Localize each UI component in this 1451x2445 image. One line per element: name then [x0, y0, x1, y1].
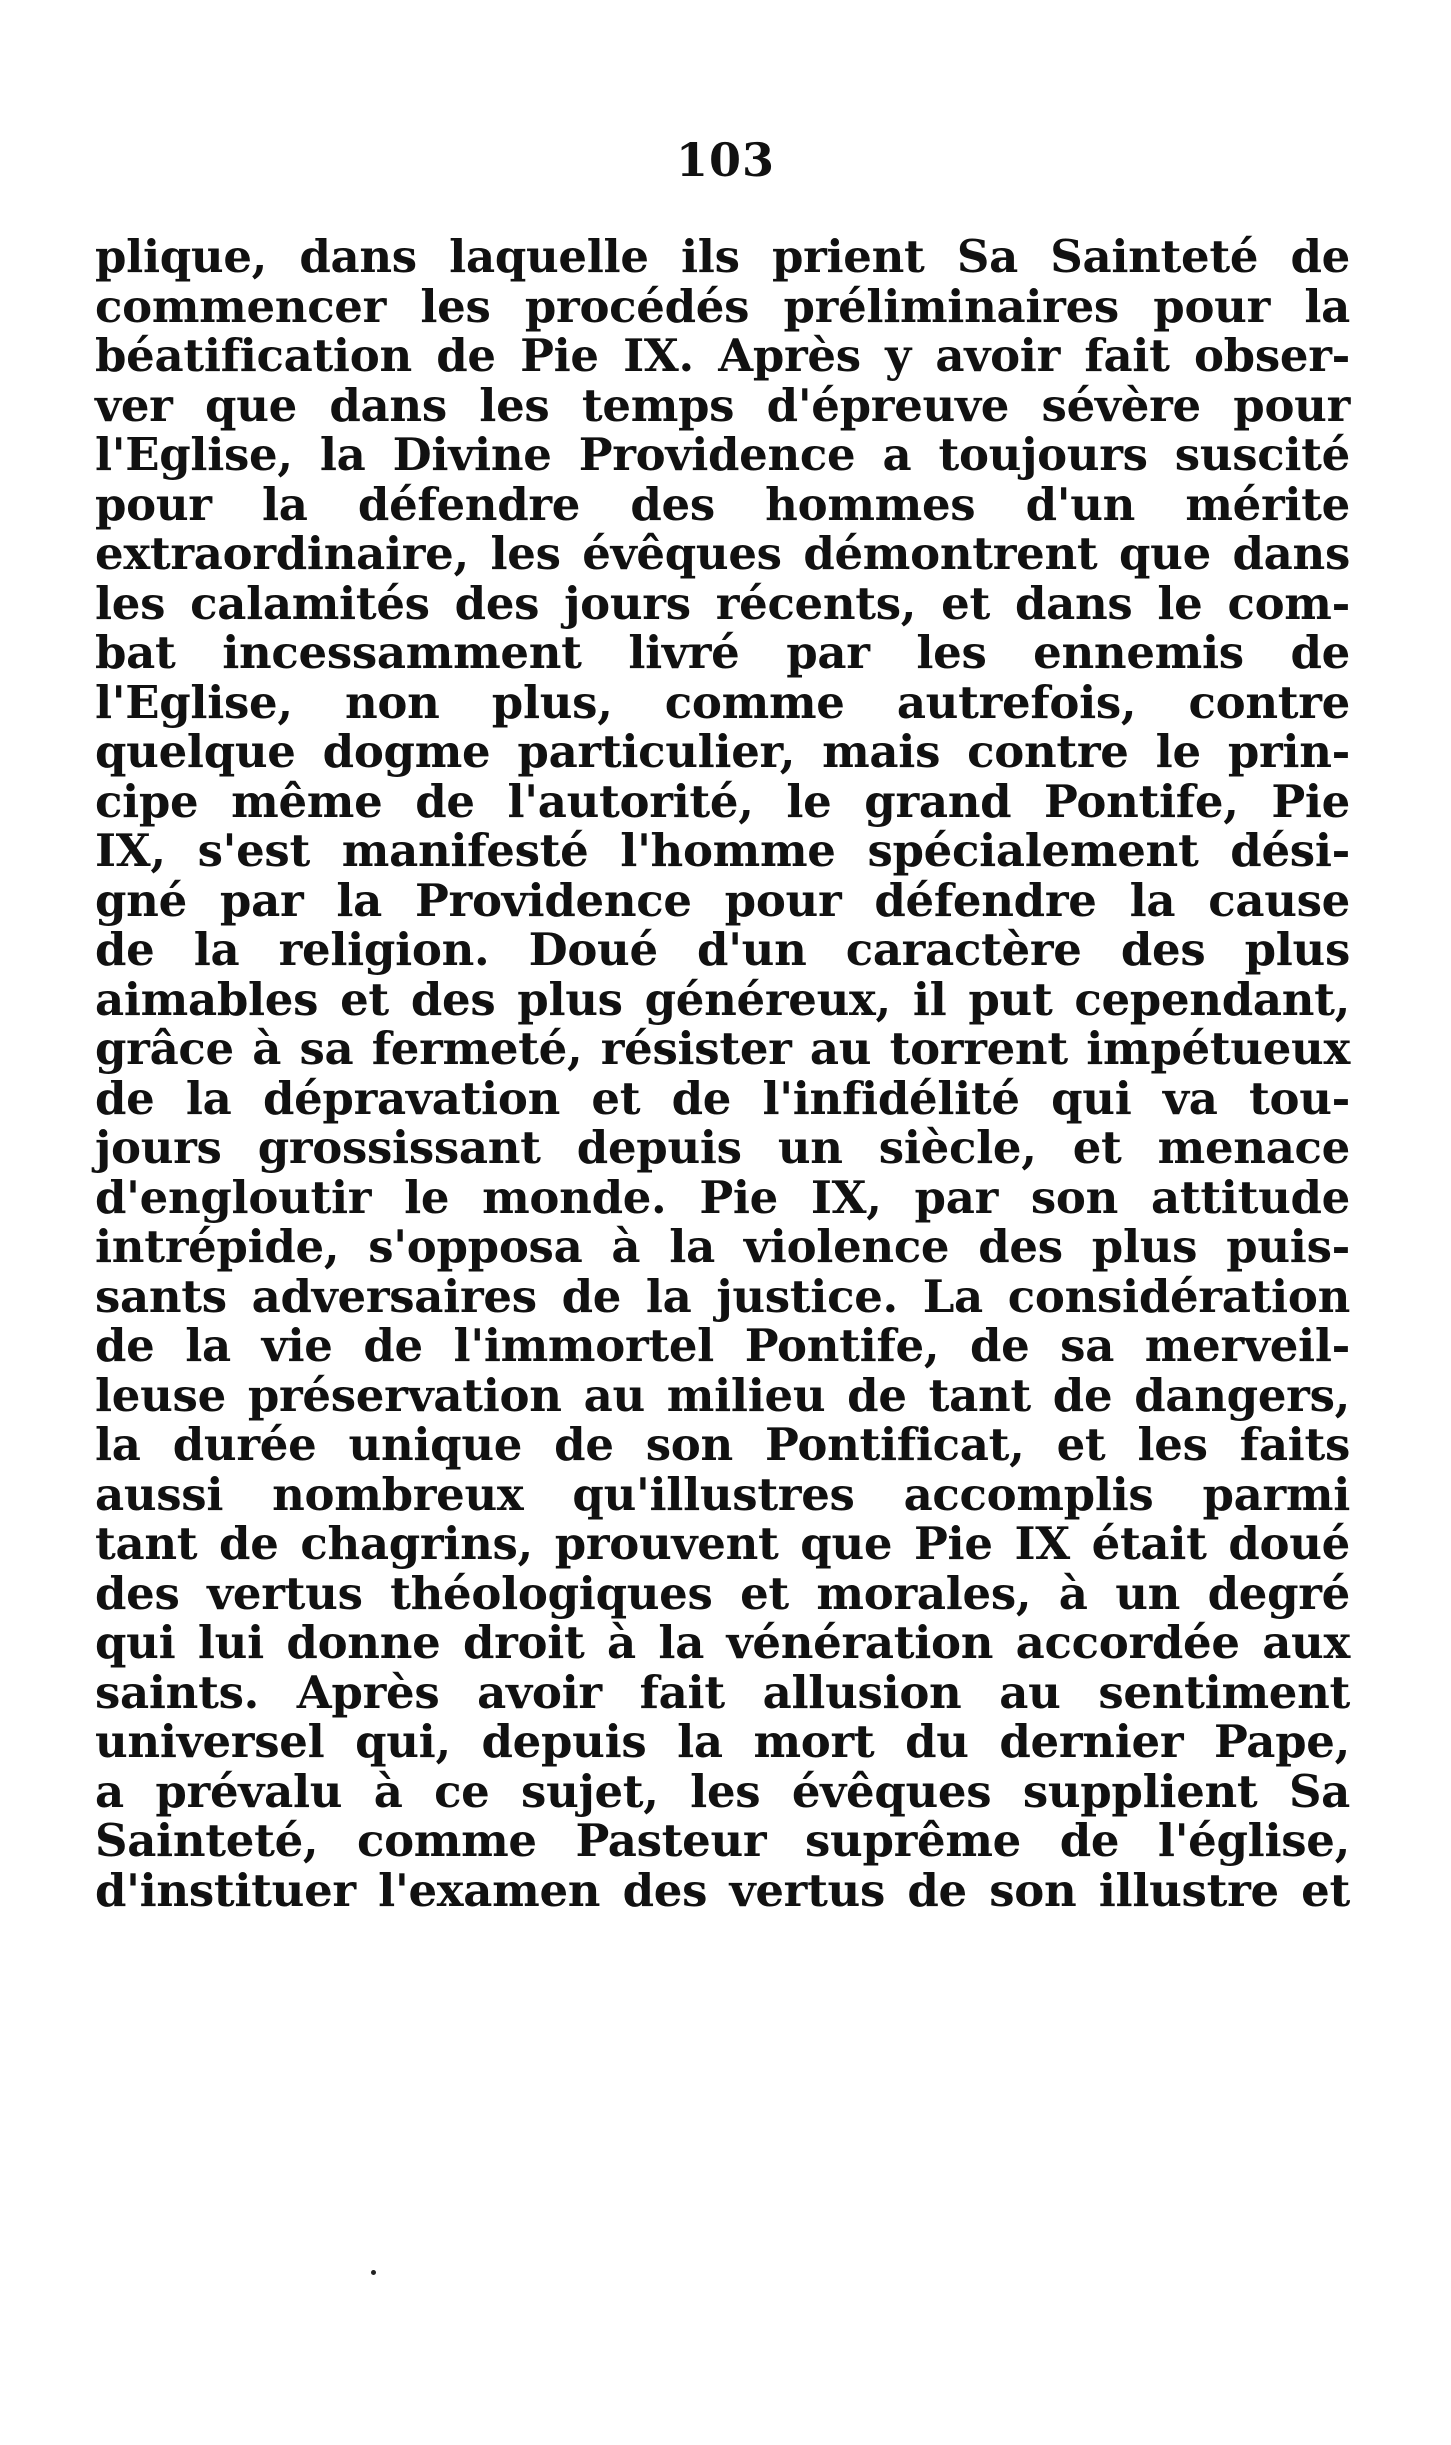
text-line-21: intrépide, s'opposa à la violence des plus puis-	[95, 1220, 1350, 1273]
text-line-13: IX, s'est manifesté l'homme spécialement dési-	[95, 824, 1350, 877]
text-line-12: cipe même de l'autorité, le grand Pontife, Pie	[95, 774, 1350, 828]
text-line-10: l'Eglise, non plus, comme autrefois, contre	[95, 675, 1350, 729]
text-line-28: des vertus théologiques et morales, à un degré	[95, 1566, 1350, 1620]
text-line-20: d'engloutir le monde. Pie IX, par son attitude	[95, 1170, 1350, 1224]
text-line-23: de la vie de l'immortel Pontife, de sa merveil-	[95, 1319, 1350, 1372]
text-line-30: saints. Après avoir fait allusion au sentiment	[95, 1665, 1350, 1719]
page-number: 103	[675, 133, 776, 187]
text-line-19: jours grossissant depuis un siècle, et menace	[95, 1121, 1350, 1174]
text-line-32: a prévalu à ce sujet, les évêques supplient Sa	[95, 1764, 1350, 1818]
text-line-16: aimables et des plus généreux, il put cependant,	[95, 972, 1350, 1026]
body-text	[95, 232, 1350, 1915]
text-line-14: gné par la Providence pour défendre la cause	[95, 873, 1350, 927]
text-line-8: les calamités des jours récents, et dans le com-	[95, 576, 1350, 630]
text-line-17: grâce à sa fermeté, résister au torrent impétueux	[95, 1022, 1350, 1075]
text-line-26: aussi nombreux qu'illustres accomplis parmi	[95, 1467, 1350, 1521]
text-line-34: d'instituer l'examen des vertus de son illustre et	[95, 1863, 1350, 1917]
text-line-33: Sainteté, comme Pasteur suprême de l'église,	[95, 1814, 1350, 1867]
text-line-11: quelque dogme particulier, mais contre le prin-	[95, 725, 1350, 778]
text-line-5: l'Eglise, la Divine Providence a toujours suscité	[95, 428, 1350, 481]
text-line-29: qui lui donne droit à la vénération accordée aux	[95, 1616, 1350, 1669]
print-speck	[371, 2270, 376, 2275]
text-line-25: la durée unique de son Pontificat, et les faits	[95, 1418, 1350, 1471]
text-line-7: extraordinaire, les évêques démontrent que dans	[95, 527, 1350, 580]
text-line-22: sants adversaires de la justice. La considération	[95, 1269, 1350, 1323]
text-line-31: universel qui, depuis la mort du dernier Pape,	[95, 1715, 1350, 1768]
text-line-4: ver que dans les temps d'épreuve sévère pour	[95, 378, 1350, 432]
text-line-2: commencer les procédés préliminaires pour la	[95, 279, 1350, 333]
text-line-6: pour la défendre des hommes d'un mérite	[95, 477, 1350, 531]
text-line-27: tant de chagrins, prouvent que Pie IX était doué	[95, 1517, 1350, 1570]
text-line-15: de la religion. Doué d'un caractère des plus	[95, 923, 1350, 976]
text-line-18: de la dépravation et de l'infidélité qui va tou-	[95, 1071, 1350, 1125]
text-line-24: leuse préservation au milieu de tant de dangers,	[95, 1368, 1350, 1422]
text-line-3: béatification de Pie IX. Après y avoir fait obser-	[95, 329, 1350, 382]
text-line-1: plique, dans laquelle ils prient Sa Sainteté de	[95, 230, 1350, 283]
text-line-9: bat incessamment livré par les ennemis de	[95, 626, 1350, 679]
